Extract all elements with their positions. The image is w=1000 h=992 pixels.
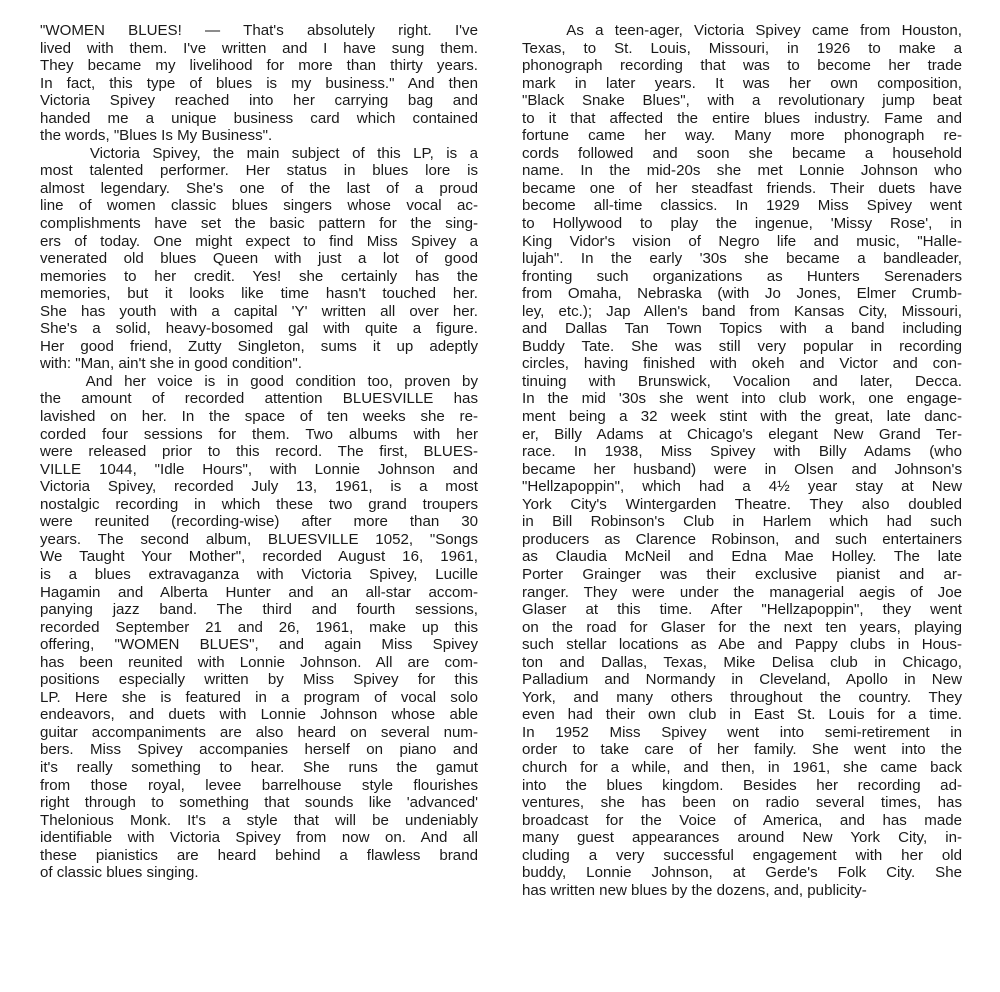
left-column xyxy=(40,22,478,882)
text-line: Thelonious Monk. It's a style that will be undeniably xyxy=(40,811,478,829)
text-line: producers as Clarence Robinson, and such entertainers xyxy=(522,530,962,548)
text-line: cluding a very successful engagement with her old xyxy=(522,846,962,864)
text-line: As a teen-ager, Victoria Spivey came from Houston, xyxy=(522,22,962,39)
text-line: became her husband) were in Olsen and Johnson's xyxy=(522,460,962,478)
text-line: phonograph recording that was to become her trade xyxy=(522,57,962,75)
text-line: Texas, to St. Louis, Missouri, in 1926 to make a xyxy=(522,39,962,57)
text-line: buddy, Lonnie Johnson, at Gerde's Folk City. She xyxy=(522,864,962,882)
text-line: circles, having finished with okeh and Victor and con- xyxy=(522,355,962,373)
text-line: King Vidor's vision of Negro life and music, "Halle- xyxy=(522,232,962,250)
text-line: endeavors, and duets with Lonnie Johnson whose able xyxy=(40,706,478,724)
text-line: were reunited (recording-wise) after more than 30 xyxy=(40,513,478,531)
text-line: broadcast for the Voice of America, and has made xyxy=(522,811,962,829)
text-line: ranger. They were under the managerial aegis of Joe xyxy=(522,583,962,601)
text-line: the words, "Blues Is My Business". xyxy=(40,127,273,145)
text-line: to Hollywood to play the ingenue, 'Missy Rose', in xyxy=(522,215,962,233)
text-line: became one of her steadfast friends. Their duets have xyxy=(522,179,962,197)
text-line: York, and many others throughout the country. They xyxy=(522,688,962,706)
text-line: memories to her credit. Yes! she certainly has the xyxy=(40,267,478,285)
text-line: Victoria Spivey, recorded July 13, 1961, is a most xyxy=(40,478,478,496)
text-line: memories, but it looks like time hasn't touched her. xyxy=(40,285,478,303)
text-line: corded four sessions for them. Two albums with her xyxy=(40,425,478,443)
text-line: order to take care of her family. She went into the xyxy=(522,741,962,759)
text-line: fronting such organizations as Hunters Serenaders xyxy=(522,267,962,285)
text-line: name. In the mid-20s she met Lonnie Johnson who xyxy=(522,162,962,180)
text-line: ment being a 32 week stint with the great, late danc- xyxy=(522,408,962,426)
text-line: handed me a unique business card which contained xyxy=(40,109,478,127)
text-line: complishments have set the basic pattern for the sing- xyxy=(40,215,478,233)
text-line: lavished on her. In the space of ten weeks she re- xyxy=(40,408,478,426)
text-line: bers. Miss Spivey accompanies herself on piano and xyxy=(40,741,478,759)
text-line: ventures, she has been on radio several times, has xyxy=(522,794,962,812)
paragraph xyxy=(522,22,962,899)
text-line: She has youth with a capital 'Y' written all over her. xyxy=(40,302,478,320)
text-line: venerated old blues Queen with just a lot of good xyxy=(40,250,478,268)
text-line: Hagamin and Alberta Hunter and an all-star accom- xyxy=(40,583,478,601)
text-line: most talented performer. Her status in blues lore is xyxy=(40,162,478,180)
text-line: Buddy Tate. She was still very popular in recording xyxy=(522,337,962,355)
text-line: LP. Here she is featured in a program of vocal solo xyxy=(40,688,478,706)
text-line: and Dallas Tan Town Topics with a band including xyxy=(522,320,962,338)
paragraph xyxy=(40,373,478,882)
text-line: York City's Wintergarden Theatre. They also doubled xyxy=(522,495,962,513)
text-line: recorded September 21 and 26, 1961, make up this xyxy=(40,618,478,636)
text-line: Glaser at this time. After "Hellzapoppin", they went xyxy=(522,601,962,619)
text-line: church for a while, and then, in 1961, she came back xyxy=(522,758,962,776)
text-line: of classic blues singing. xyxy=(40,864,199,882)
paragraph xyxy=(40,22,478,145)
text-line: years. The second album, BLUESVILLE 1052, "Songs xyxy=(40,530,478,548)
text-line: right through to something that sounds like 'advanced' xyxy=(40,794,478,812)
text-line: er, Billy Adams at Chicago's elegant New Grand Ter- xyxy=(522,425,962,443)
text-line: with: "Man, ain't she in good condition". xyxy=(40,355,302,373)
text-line: from those royal, levee barrelhouse style flourishes xyxy=(40,776,478,794)
text-line: nostalgic recording in which these two grand troupers xyxy=(40,495,478,513)
text-line: has been reunited with Lonnie Johnson. All are com- xyxy=(40,653,478,671)
text-line: identifiable with Victoria Spivey from now on. And all xyxy=(40,829,478,847)
text-line: "WOMEN BLUES! — That's absolutely right. I've xyxy=(40,22,478,39)
text-line: into the blues kingdom. Besides her recording ad- xyxy=(522,776,962,794)
text-line: lived with them. I've written and I have sung them. xyxy=(40,39,478,57)
text-line: Porter Grainger was their exclusive pianist and ar- xyxy=(522,565,962,583)
text-line: In the mid '30s she went into club work, one engage- xyxy=(522,390,962,408)
text-line: guitar accompaniments are also heard on several num- xyxy=(40,723,478,741)
text-line: such stellar locations as Abe and Pappy clubs in Hous- xyxy=(522,636,962,654)
right-column xyxy=(522,22,962,899)
text-line: the amount of recorded attention BLUESVILLE has xyxy=(40,390,478,408)
text-line: become all-time classics. In 1929 Miss Spivey went xyxy=(522,197,962,215)
text-line: even had their own club in East St. Louis for a time. xyxy=(522,706,962,724)
text-line: cords followed and soon she became a household xyxy=(522,144,962,162)
text-line: ley, etc.); Jap Allen's band from Kansas City, Missouri, xyxy=(522,302,962,320)
text-line: And her voice is in good condition too, proven by xyxy=(40,372,478,390)
text-line: in Bill Robinson's Club in Harlem which had such xyxy=(522,513,962,531)
text-line: Palladium and Normandy in Cleveland, Apollo in New xyxy=(522,671,962,689)
text-line: Victoria Spivey reached into her carrying bag and xyxy=(40,92,478,110)
text-line: positions especially written by Miss Spivey for this xyxy=(40,671,478,689)
text-line: In 1952 Miss Spivey went into semi-retirement in xyxy=(522,723,962,741)
text-line: is a blues extravaganza with Victoria Spivey, Lucille xyxy=(40,565,478,583)
text-line: She's a solid, heavy-bosomed gal with quite a figure. xyxy=(40,320,478,338)
text-line: We Taught Your Mother", recorded August 16, 1961, xyxy=(40,548,478,566)
text-line: from Omaha, Nebraska (with Jo Jones, Elmer Crumb- xyxy=(522,285,962,303)
text-line: has written new blues by the dozens, and, publicity- xyxy=(522,881,867,899)
text-line: "Hellzapoppin", which had a 4½ year stay at New xyxy=(522,478,962,496)
text-line: it's really something to hear. She runs the gamut xyxy=(40,758,478,776)
text-line: many guest appearances around New York City, in- xyxy=(522,829,962,847)
text-line: Her good friend, Zutty Singleton, sums it up adeptly xyxy=(40,337,478,355)
text-line: They became my livelihood for more than thirty years. xyxy=(40,57,478,75)
text-line: VILLE 1044, "Idle Hours", with Lonnie Johnson and xyxy=(40,460,478,478)
text-line: tinuing with Brunswick, Vocalion and later, Decca. xyxy=(522,372,962,390)
text-line: almost legendary. She's one of the last of a proud xyxy=(40,179,478,197)
text-line: ers of today. One might expect to find Miss Spivey a xyxy=(40,232,478,250)
paragraph xyxy=(40,145,478,373)
text-line: fortune came her way. Many more phonograph re- xyxy=(522,127,962,145)
text-line: line of women classic blues singers whose vocal ac- xyxy=(40,197,478,215)
text-line: on the road for Glaser for the next ten years, playing xyxy=(522,618,962,636)
text-line: race. In 1938, Miss Spivey with Billy Adams (who xyxy=(522,443,962,461)
text-line: ton and Dallas, Texas, Mike Delisa club in Chicago, xyxy=(522,653,962,671)
text-line: these pianistics are heard behind a flawless brand xyxy=(40,846,478,864)
text-line: "Black Snake Blues", with a revolutionary jump beat xyxy=(522,92,962,110)
text-line: to it that affected the entire blues industry. Fame and xyxy=(522,109,962,127)
text-line: offering, "WOMEN BLUES", and again Miss Spivey xyxy=(40,636,478,654)
text-line: panying jazz band. The third and fourth sessions, xyxy=(40,601,478,619)
text-line: were released prior to this record. The first, BLUES- xyxy=(40,443,478,461)
text-line: as Claudia McNeil and Edna Mae Holley. The late xyxy=(522,548,962,566)
text-line: Victoria Spivey, the main subject of this LP, is a xyxy=(40,144,478,162)
text-line: lujah". In the early '30s she became a bandleader, xyxy=(522,250,962,268)
text-line: mark in later years. It was her own composition, xyxy=(522,74,962,92)
text-line: In fact, this type of blues is my business." And then xyxy=(40,74,478,92)
